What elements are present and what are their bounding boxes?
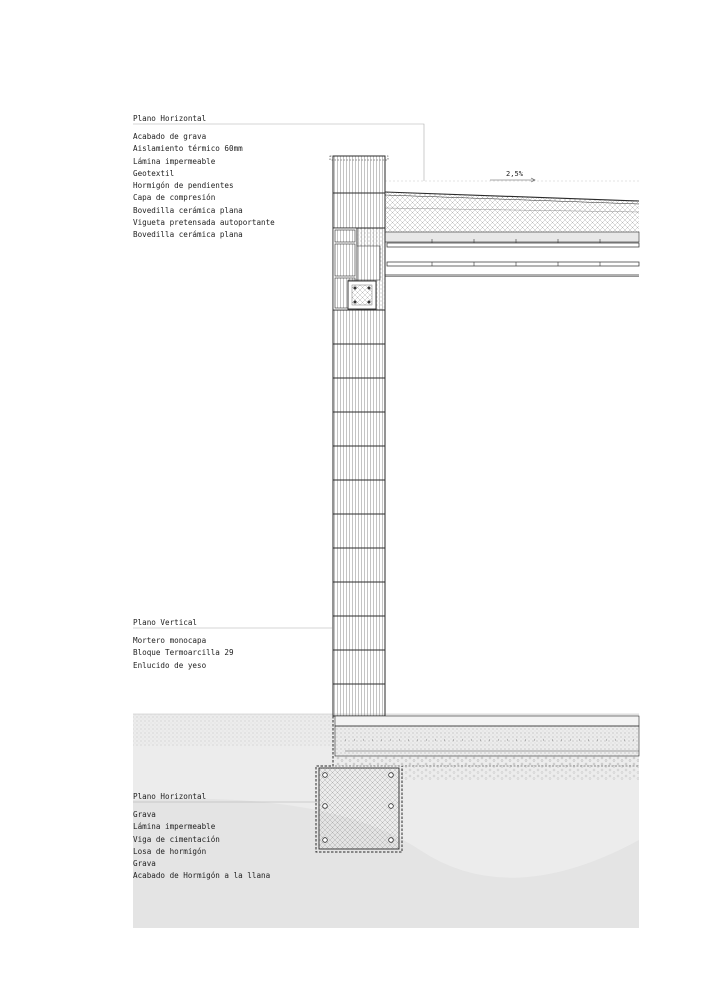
list-item: Acabado de Hormigón a la llana [133, 871, 271, 881]
wall-section [330, 156, 388, 716]
list-item: Enlucido de yeso [133, 660, 207, 670]
list-item: Bovedilla cerámica plana [133, 230, 243, 240]
list-item: Losa de hormigón [133, 846, 207, 856]
list-item: Lámina impermeable [133, 156, 216, 166]
list-item: Bovedilla cerámica plana [133, 205, 243, 215]
wall-heading: Plano Vertical [133, 618, 198, 627]
foundation-layer-list [133, 809, 270, 883]
roof-slab-section [385, 178, 639, 277]
list-item: Capa de compresión [133, 193, 216, 203]
list-item: Bloque Termoarcilla 29 [133, 648, 234, 658]
list-item: Geotextil [133, 168, 175, 178]
roof-layer-list [133, 131, 275, 242]
wall-layer-list [133, 635, 234, 672]
roof-heading: Plano Horizontal [133, 114, 207, 123]
list-item: Acabado de grava [133, 132, 207, 141]
foundation-heading: Plano Horizontal [133, 792, 207, 801]
list-item: Aislamiento térmico 60mm [133, 144, 243, 154]
list-item: Grava [133, 810, 156, 819]
list-item: Mortero monocapa [133, 636, 207, 645]
list-item: Vigueta pretensada autoportante [133, 218, 275, 228]
slope-label: 2,5% [506, 170, 524, 178]
list-item: Hormigón de pendientes [133, 181, 234, 191]
list-item: Lámina impermeable [133, 822, 216, 832]
list-item: Viga de cimentación [133, 834, 220, 844]
list-item: Grava [133, 859, 156, 869]
